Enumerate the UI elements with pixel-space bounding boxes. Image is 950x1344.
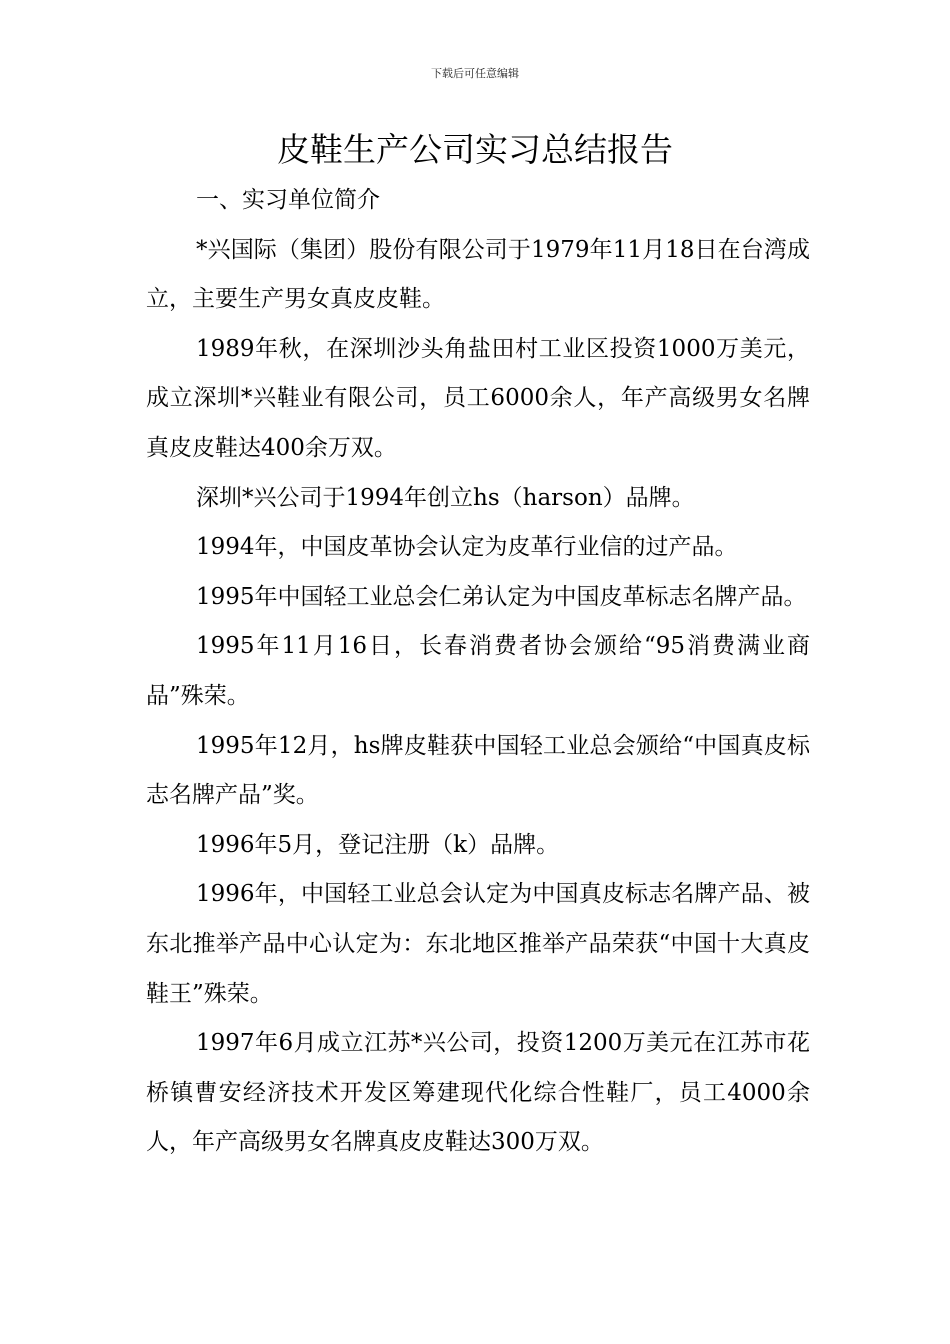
paragraph: 1996年5月，登记注册（k）品牌。 xyxy=(196,831,560,858)
paragraph: 1995年11月16日，长春消费者协会颁给“95消费满业商品”殊荣。 xyxy=(146,633,810,709)
paragraph: 1996年，中国轻工业总会认定为中国真皮标志名牌产品、被东北推举产品中心认定为：东北地区推举产品荣获“中国十大真皮鞋王”殊荣。 xyxy=(146,881,810,1007)
paragraph: 1994年，中国皮革协会认定为皮革行业信的过产品。 xyxy=(196,534,738,561)
paragraph: *兴国际（集团）股份有限公司于1979年11月18日在台湾成立，主要生产男女真皮皮鞋。 xyxy=(146,236,810,313)
section-heading: 一、实习单位简介 xyxy=(196,187,380,213)
document-body xyxy=(146,176,810,1168)
paragraph: 1995年12月，hs牌皮鞋获中国轻工业总会颁给“中国真皮标志名牌产品”奖。 xyxy=(146,732,810,809)
paragraph: 深圳*兴公司于1994年创立hs（harson）品牌。 xyxy=(196,484,695,511)
document-title: 皮鞋生产公司实习总结报告 xyxy=(277,130,673,169)
header-note: 下载后可任意编辑 xyxy=(431,67,519,80)
paragraph: 1995年中国轻工业总会仁弟认定为中国皮革标志名牌产品。 xyxy=(196,583,807,610)
paragraph: 1997年6月成立江苏*兴公司，投资1200万美元在江苏市花桥镇曹安经济技术开发区筹建现代化综合性鞋厂，员工4000余人，年产高级男女名牌真皮皮鞋达300万双。 xyxy=(146,1030,810,1156)
paragraph: 1989年秋，在深圳沙头角盐田村工业区投资1000万美元，成立深圳*兴鞋业有限公司，员工6000余人，年产高级男女名牌真皮皮鞋达400余万双。 xyxy=(146,335,810,461)
